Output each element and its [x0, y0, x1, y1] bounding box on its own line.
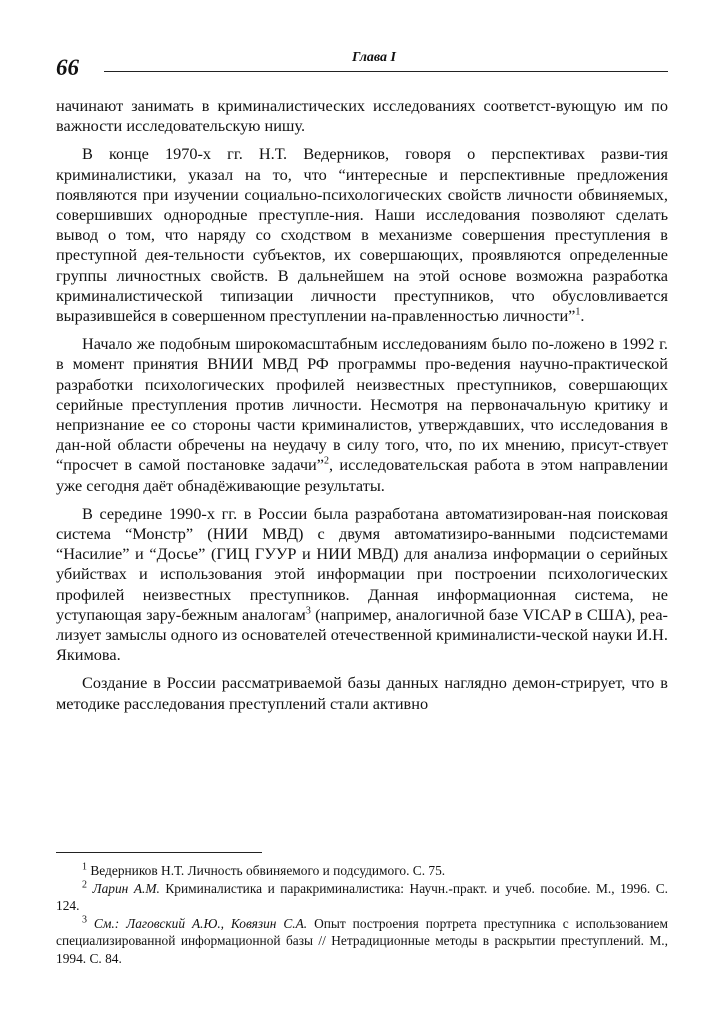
footnote-text: Ведерников Н.Т. Личность обвиняемого и подсудимого. С. 75.	[90, 863, 446, 878]
footnote-text: Криминалистика и паракриминалистика: Научн.-практ. и учеб. пособие. М., 1996. С. 124.	[56, 880, 669, 914]
paragraph: Начало же подобным широкомасштабным исследованиям было по-ложено в 1992 г. в момент принятия ВНИИ МВД РФ программы про-ведения научно-практической разработки психологических профилей неизвестных преступников, совершающих серийные преступления против личности. Несмотря на первоначальную критику и непризнание ее со стороны части криминалистов, утверждавших, что исследования в дан-ной области обречены на неудачу в силу того, что, по их мнению, присут-ствует “просчет в самой постановке задачи”$^2$, исследовательская работа в этом направлении уже сегодня даёт обнадёживающие результаты.	[56, 334, 668, 495]
footnote-text: Опыт построения портрета преступника с использованием специализированной информационной базы // Нетрадиционные методы в раскрытии преступлений. М., 1994. С. 84.	[56, 915, 668, 966]
footnote	[56, 862, 668, 880]
paragraph: В середине 1990-х гг. в России была разработана автоматизирован-ная поисковая система “Монстр” (НИИ МВД) с двумя автоматизиро-ванными подсистемами “Насилие” и “Досье” (ГИЦ ГУУР и НИИ МВД) для анализа информации о серийных убийствах и использования этой информации при построении психологических профилей неизвестных преступников. Данная информационная система, не уступающая зару-бежным аналогам$^3$ (например, аналогичной базе VICAP в США), реа-лизует замыслы одного из основателей отечественной криминалисти-ческой науки И.Н. Якимова.	[56, 503, 668, 665]
paragraph: В конце 1970-х гг. Н.Т. Ведерников, говоря о перспективах разви-тия криминалистики, указал на то, что “интересные и перспективные предложения появляются при изучении социально-психологических свойств личности обвиняемых, совершивших однородные преступле-ния. Наши исследования позволяют сделать вывод о том, что наряду со сходством в механизме совершения преступления в преступной дея-тельности субъектов, их совершающих, проявляются определенные группы личностных свойств. В дальнейшем на этой основе возможна разработка криминалистической типизации личности преступников, что обусловливается выразившейся в совершенном преступлении на-правленностью личности”$^1$.	[56, 144, 668, 326]
footnote-number: 1	[82, 861, 87, 873]
running-head: Глава I	[352, 50, 397, 65]
paragraph: начинают занимать в криминалистических исследованиях соответст-вующую им по важности исследовательскую нишу.	[56, 96, 668, 136]
paragraph: Создание в России рассматриваемой базы данных наглядно демон-стрирует, что в методике расследования преступлений стали активно	[56, 673, 668, 713]
footnote-ref: 2	[323, 456, 329, 468]
footnote	[56, 880, 668, 915]
body-text	[56, 96, 668, 714]
footnote-author: См.: Лаговский А.Ю., Ковязин С.А.	[93, 915, 308, 931]
footnote-ref: 3	[305, 605, 311, 617]
footnotes	[56, 862, 668, 968]
footnote-rule	[56, 852, 262, 853]
footnote-number: 3	[82, 914, 87, 926]
header-rule	[104, 71, 668, 72]
footnote	[56, 915, 668, 968]
page-header	[56, 42, 668, 86]
footnote-number: 2	[82, 879, 87, 891]
footnote-author: Ларин А.М.	[92, 880, 160, 896]
footnote-ref: 1	[575, 306, 581, 318]
book-page	[56, 42, 668, 714]
page-number: 66	[56, 55, 79, 80]
